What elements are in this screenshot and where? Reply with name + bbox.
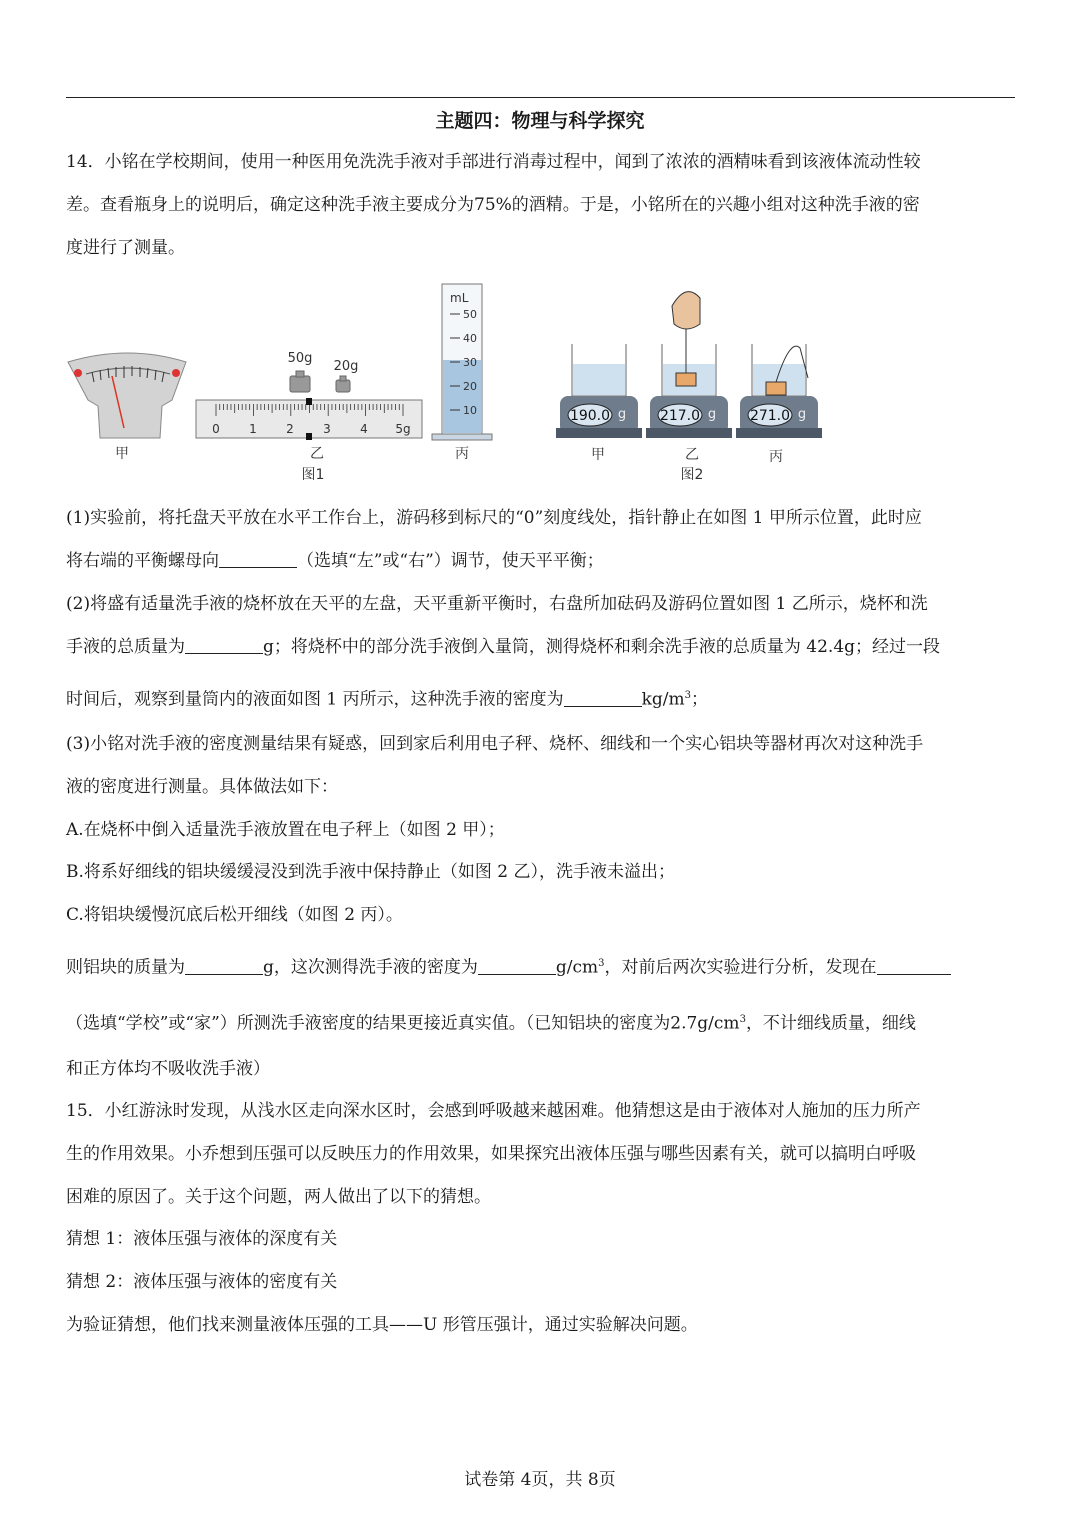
- cyl-tick-10: 10: [463, 404, 477, 417]
- q14-part1-line2: 将右端的平衡螺母向 （选填“左”或“右”）调节，使天平平衡；: [66, 551, 604, 571]
- cyl-tick-30: 30: [463, 356, 477, 369]
- fig2-bing-label: 丙: [769, 449, 783, 465]
- cyl-tick-20: 20: [463, 380, 477, 393]
- scale-tick-3: 3: [323, 422, 331, 436]
- scale-tick-2: 2: [286, 422, 294, 436]
- q15-line1: 15．小红游泳时发现，从浅水区走向深水区时，会感到呼吸越来越困难。他猜想这是由于液体对人施加的压力所产: [66, 1101, 921, 1121]
- answer-blank-2[interactable]: [185, 637, 263, 654]
- weight-50g-label: 50g: [287, 351, 313, 366]
- cylinder-unit: mL: [450, 291, 469, 305]
- scale-tick-0: 0: [212, 422, 220, 436]
- reading-yi: 217.0: [659, 408, 701, 424]
- fig1-jia-label: 甲: [115, 446, 129, 462]
- cyl-tick-50: 50: [463, 308, 477, 321]
- answer-blank-1[interactable]: [219, 551, 297, 568]
- q14-step-c: C.将铝块缓慢沉底后松开细线（如图 2 丙）。: [66, 905, 403, 925]
- cyl-tick-40: 40: [463, 332, 477, 345]
- weight-20g: [336, 376, 350, 392]
- fig2-yi-label: 乙: [685, 447, 699, 463]
- fig1-yi-label: 乙: [310, 446, 324, 462]
- unit-bing: g: [797, 407, 807, 422]
- q14-intro-line2: 差。查看瓶身上的说明后，确定这种洗手液主要成分为75%的酒精。于是，小铭所在的兴趣小组对这种洗手液的密: [66, 195, 920, 215]
- q15-hypothesis-1: 猜想 1：液体压强与液体的深度有关: [66, 1229, 338, 1249]
- fig1-caption: 图1: [301, 467, 325, 483]
- reading-jia: 190.0: [569, 408, 611, 424]
- q14-part3-line2: 液的密度进行测量。具体做法如下：: [66, 777, 338, 797]
- answer-blank-5[interactable]: [478, 958, 556, 975]
- scale-tick-5: 5g: [395, 422, 411, 436]
- section-title: 主题四：物理与科学探究: [435, 110, 645, 132]
- fig2-jia-label: 甲: [591, 447, 605, 463]
- weight-50g: [290, 371, 310, 392]
- q14-step-a: A.在烧杯中倒入适量洗手液放置在电子秤上（如图 2 甲）；: [66, 820, 505, 840]
- fig2-caption: 图2: [680, 467, 704, 483]
- q14-result-line2: （选填“学校”或“家”）所测洗手液密度的结果更接近真实值。（已知铝块的密度为$2.7g/cm^3$，不计细线质量，细线: [66, 1013, 916, 1034]
- q14-part1-line1: (1)实验前，将托盘天平放在水平工作台上，游码移到标尺的“0”刻度线处，指针静止在如图 1 甲所示位置，此时应: [66, 508, 922, 528]
- q15-line4: 为验证猜想，他们找来测量液体压强的工具——U 形管压强计，通过实验解决问题。: [66, 1315, 698, 1335]
- figure-area: [0, 278, 1080, 488]
- balance-pointer-dial: [68, 353, 186, 438]
- answer-blank-4[interactable]: [185, 958, 263, 975]
- weight-20g-label: 20g: [333, 359, 359, 374]
- unit-yi: g: [707, 407, 717, 422]
- fig1-bing-label: 丙: [455, 446, 469, 462]
- q14-intro-line3: 度进行了测量。: [66, 238, 185, 258]
- q15-line3: 困难的原因了。关于这个问题，两人做出了以下的猜想。: [66, 1187, 491, 1207]
- q15-hypothesis-2: 猜想 2：液体压强与液体的密度有关: [66, 1272, 338, 1292]
- q14-step-b: B.将系好细线的铝块缓缓浸没到洗手液中保持静止（如图 2 乙），洗手液未溢出；: [66, 862, 676, 882]
- rider-top: [306, 398, 312, 405]
- scale-tick-1: 1: [249, 422, 257, 436]
- answer-blank-3[interactable]: [564, 690, 642, 707]
- q14-result-line3: 和正方体均不吸收洗手液）: [66, 1059, 270, 1079]
- q14-part3-line1: (3)小铭对洗手液的密度测量结果有疑惑，回到家后利用电子秤、烧杯、细线和一个实心铝块等器材再次对这种洗手: [66, 734, 924, 754]
- reading-bing: 271.0: [749, 408, 791, 424]
- page-footer: 试卷第 4页，共 8页: [464, 1470, 616, 1490]
- q14-part2-line3: 时间后，观察到量筒内的液面如图 1 丙所示，这种洗手液的密度为 $kg/m^3$；: [66, 689, 709, 710]
- answer-blank-6[interactable]: [877, 958, 951, 975]
- graduated-cylinder: [432, 284, 492, 440]
- rider-bottom: [306, 433, 312, 440]
- unit-jia: g: [617, 407, 627, 422]
- q15-line2: 生的作用效果。小乔想到压强可以反映压力的作用效果，如果探究出液体压强与哪些因素有关，就可以搞明白呼吸: [66, 1144, 916, 1164]
- q14-part2-line1: (2)将盛有适量洗手液的烧杯放在天平的左盘，天平重新平衡时，右盘所加砝码及游码位置如图 1 乙所示，烧杯和洗: [66, 594, 928, 614]
- scale-tick-4: 4: [360, 422, 368, 436]
- q14-result-line1: 则铝块的质量为 g，这次测得洗手液的密度为 $g/cm^3$，对前后两次实验进行分析，发现在: [66, 953, 1016, 979]
- header-rule: [66, 97, 1015, 98]
- q14-part2-line2: 手液的总质量为 g；将烧杯中的部分洗手液倒入量筒，测得烧杯和剩余洗手液的总质量为 42.4g；经过一段: [66, 637, 941, 657]
- q14-intro-line1: 14．小铭在学校期间，使用一种医用免洗洗手液对手部进行消毒过程中，闻到了浓浓的酒精味看到该液体流动性较: [66, 152, 921, 172]
